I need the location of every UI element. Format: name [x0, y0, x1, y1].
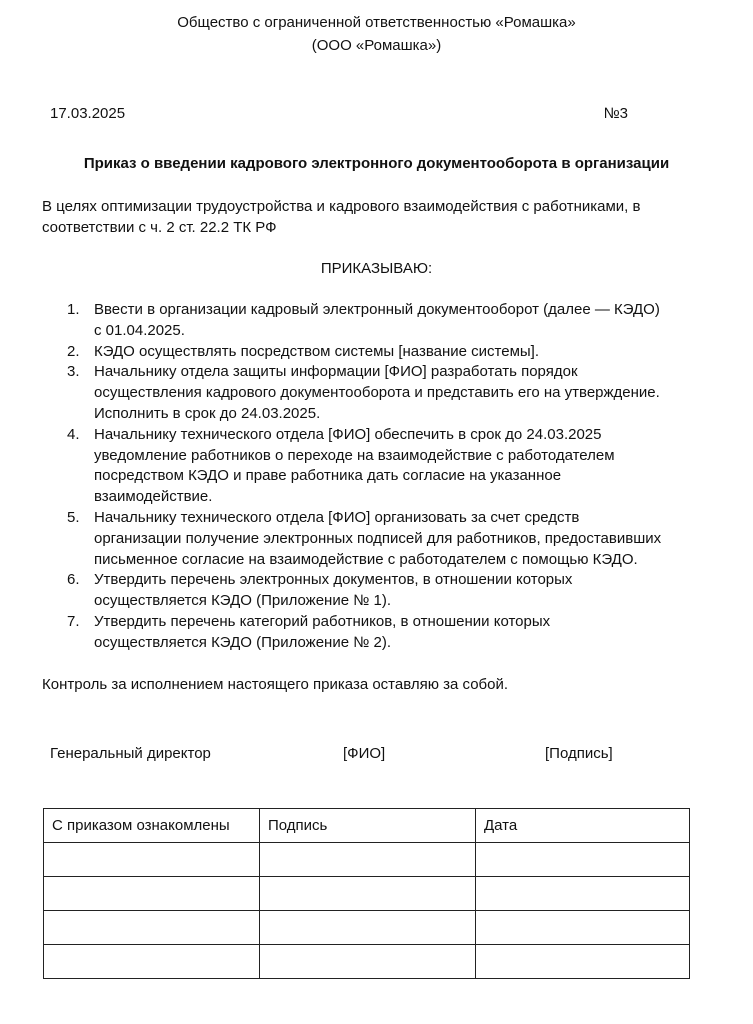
table-cell — [260, 843, 476, 877]
order-number: №3 — [603, 105, 628, 122]
table-row — [44, 877, 690, 911]
order-item-number: 4. — [67, 425, 80, 443]
order-item — [42, 342, 712, 363]
order-item — [42, 425, 712, 508]
order-date: 17.03.2025 — [50, 105, 126, 122]
table-cell — [260, 945, 476, 979]
order-item-line: Утвердить перечень электронных документов, в отношении которых — [94, 571, 573, 589]
order-item-number: 6. — [67, 571, 80, 589]
order-item-line: осуществления кадрового документооборота и представить его на утверждение. — [94, 384, 660, 402]
order-item-line: с 01.04.2025. — [94, 321, 185, 339]
table-row — [44, 843, 690, 877]
signature-placeholder: [Подпись] — [545, 745, 613, 762]
order-item-line: осуществляется КЭДО (Приложение № 1). — [94, 592, 391, 610]
table-row — [44, 911, 690, 945]
order-item-line: взаимодействие. — [94, 488, 213, 506]
table-cell — [260, 911, 476, 945]
table-cell — [44, 877, 260, 911]
order-item-number: 2. — [67, 342, 80, 360]
organization-full-name: Общество с ограниченной ответственностью «Ромашка» — [177, 14, 576, 31]
order-item-number: 5. — [67, 508, 80, 526]
order-item-line: Начальнику технического отдела [ФИО] организовать за счет средств — [94, 508, 580, 526]
order-item-line: Начальнику технического отдела [ФИО] обеспечить в срок до 24.03.2025 — [94, 425, 602, 443]
table-cell — [476, 843, 690, 877]
document-title: Приказ о введении кадрового электронного документооборота в организации — [83, 155, 670, 172]
table-header-cell: Подпись — [260, 809, 476, 843]
order-item-line: уведомление работников о переходе на взаимодействие с работодателем — [94, 446, 615, 464]
table-header-row — [44, 809, 690, 843]
order-item-line: Начальнику отдела защиты информации [ФИО] разработать порядок — [94, 363, 578, 381]
order-item-line: Ввести в организации кадровый электронный документооборот (далее — КЭДО) — [94, 301, 660, 318]
table-cell — [476, 945, 690, 979]
order-item-line: осуществляется КЭДО (Приложение № 2). — [94, 633, 391, 651]
order-item-line: посредством КЭДО и праве работника дать согласие на указанное — [94, 467, 562, 485]
order-item — [42, 612, 712, 654]
order-keyword: ПРИКАЗЫВАЮ: — [320, 260, 433, 277]
control-statement: Контроль за исполнением настоящего приказа оставляю за собой. — [42, 676, 509, 693]
table-cell — [476, 911, 690, 945]
order-item — [42, 508, 712, 570]
table-cell — [44, 945, 260, 979]
table-header-cell: С приказом ознакомлены — [44, 809, 260, 843]
table-header-cell: Дата — [476, 809, 690, 843]
table-cell — [476, 877, 690, 911]
order-items-list — [42, 300, 712, 654]
table-row — [44, 945, 690, 979]
table-cell — [44, 911, 260, 945]
signatory-name: [ФИО] — [343, 745, 386, 762]
order-item-number: 1. — [67, 301, 80, 318]
order-item-number: 7. — [67, 612, 80, 630]
order-item-line: организации получение электронных подписей для работников, предоставивших — [94, 529, 662, 547]
order-item-line: Утвердить перечень категорий работников, в отношении которых — [94, 612, 551, 630]
organization-short-name: (ООО «Ромашка») — [311, 37, 442, 54]
order-item — [42, 570, 712, 612]
table-cell — [44, 843, 260, 877]
order-item-line: письменное согласие на взаимодействие с работодателем с помощью КЭДО. — [94, 550, 638, 568]
order-item — [42, 362, 712, 424]
signatory-role: Генеральный директор — [50, 745, 211, 762]
table-cell — [260, 877, 476, 911]
preamble-text: В целях оптимизации трудоустройства и кадрового взаимодействия с работниками, в соответствии с ч. 2 ст. 22.2 ТК РФ — [42, 198, 641, 236]
order-item-number: 3. — [67, 363, 80, 381]
acknowledgement-table — [43, 808, 690, 979]
order-item — [42, 300, 712, 342]
order-item-line: КЭДО осуществлять посредством системы [название системы]. — [94, 342, 540, 360]
order-item-line: Исполнить в срок до 24.03.2025. — [94, 404, 321, 422]
